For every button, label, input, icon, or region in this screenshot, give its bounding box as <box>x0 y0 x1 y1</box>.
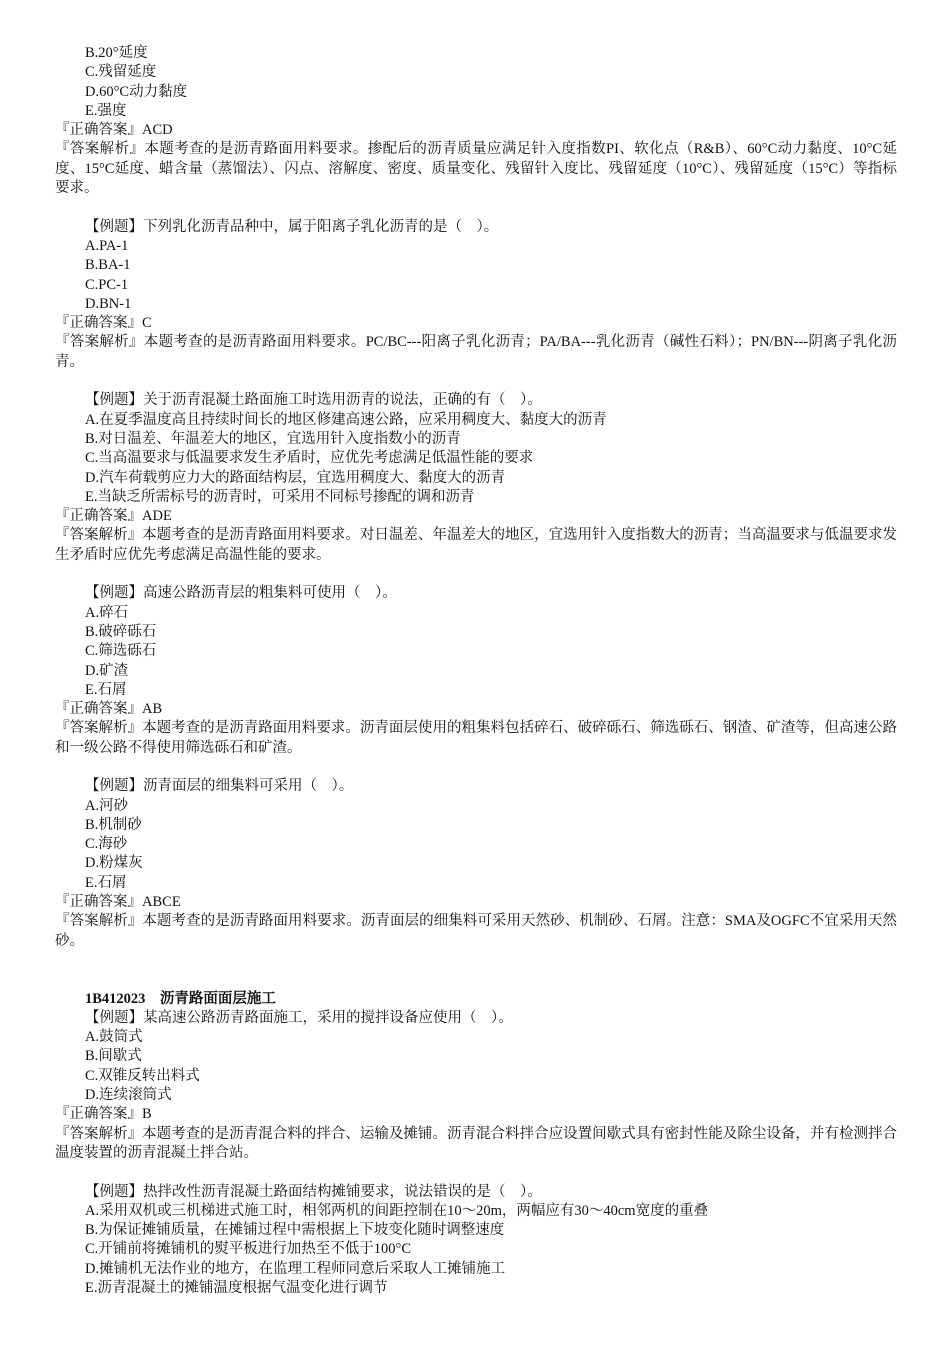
spacer <box>55 198 897 217</box>
question-text: 【例题】沥青面层的细集料可采用（ ）。 <box>85 778 354 795</box>
correct-answer: 『正确答案』ACD <box>55 122 173 139</box>
correct-answer: 『正确答案』ABCE <box>55 894 181 911</box>
option-e: E.当缺乏所需标号的沥青时，可采用不同标号掺配的调和沥青 <box>85 488 475 505</box>
option-d: D.摊铺机无法作业的地方，在监理工程师同意后采取人工摊铺施工 <box>85 1260 506 1277</box>
answer-analysis: 『答案解析』本题考查的是沥青混合料的拌合、运输及摊铺。沥青混合料拌合应设置间歇式具有密封性能及除尘设备，并有检测拌合温度装置的沥青混凝土拌合站。 <box>55 1125 897 1161</box>
question-block-5 <box>55 1009 897 1163</box>
correct-answer: 『正确答案』ADE <box>55 508 172 525</box>
option-d: D.汽车荷载剪应力大的路面结构层，宜选用稠度大、黏度大的沥青 <box>85 469 506 486</box>
question-block-1 <box>55 218 897 372</box>
option-b: B.机制砂 <box>85 816 142 833</box>
question-block-4 <box>55 777 897 951</box>
question-block-6 <box>55 1183 897 1299</box>
question-block-2 <box>55 391 897 565</box>
question-text: 【例题】关于沥青混凝土路面施工时选用沥青的说法，正确的有（ ）。 <box>85 392 542 409</box>
section-title: 1B412023 沥青路面面层施工 <box>85 990 276 1007</box>
spacer <box>55 565 897 584</box>
option-b: B.间歇式 <box>85 1048 142 1065</box>
answer-analysis: 『答案解析』本题考查的是沥青路面用料要求。掺配后的沥青质量应满足针入度指数PI、软化点（R&B）、60°C动力黏度、10°C延度、15°C延度、蜡含量（蒸馏法）、闪点、溶解度、密度、质量变化、残留针入度比、残留延度（10°C）、残留延度（15°C）等指标要求。 <box>55 141 897 197</box>
option-c: C.当高温要求与低温要求发生矛盾时，应优先考虑满足低温性能的要求 <box>85 450 534 467</box>
option-a: A.鼓筒式 <box>85 1029 143 1046</box>
intro-block <box>55 44 897 198</box>
answer-analysis: 『答案解析』本题考查的是沥青路面用料要求。沥青面层使用的粗集料包括碎石、破碎砾石、筛选砾石、钢渣、矿渣等，但高速公路和一级公路不得使用筛选砾石和矿渣。 <box>55 720 897 756</box>
option-b: B.为保证摊铺质量，在摊铺过程中需根据上下坡变化随时调整速度 <box>85 1222 505 1239</box>
question-text: 【例题】高速公路沥青层的粗集料可使用（ ）。 <box>85 585 397 602</box>
option-c: C.双锥反转出料式 <box>85 1067 200 1084</box>
option-c: C.开铺前将摊铺机的熨平板进行加热至不低于100°C <box>85 1241 412 1258</box>
answer-analysis: 『答案解析』本题考查的是沥青路面用料要求。PC/BC---阳离子乳化沥青；PA/BA---乳化沥青（碱性石料）；PN/BN---阴离子乳化沥青。 <box>55 334 897 370</box>
question-text: 【例题】热拌改性沥青混凝土路面结构摊铺要求，说法错误的是（ ）。 <box>85 1183 542 1200</box>
option-b: B.BA-1 <box>85 257 131 274</box>
correct-answer: 『正确答案』B <box>55 1106 152 1123</box>
question-text: 【例题】某高速公路沥青路面施工，采用的搅拌设备应使用（ ）。 <box>85 1009 513 1026</box>
option-d: D.矿渣 <box>85 662 129 679</box>
option-e: E.沥青混凝土的摊铺温度根据气温变化进行调节 <box>85 1280 388 1296</box>
option-c: C.海砂 <box>85 836 128 853</box>
option-e: E.石屑 <box>85 681 127 698</box>
option-b: B.破碎砾石 <box>85 623 157 640</box>
option-a: A.河砂 <box>85 797 129 814</box>
option-a: A.碎石 <box>85 604 129 621</box>
option-a: A.PA-1 <box>85 237 129 254</box>
option-d: D.60°C动力黏度 <box>85 83 188 100</box>
spacer <box>55 758 897 777</box>
option-a: A.采用双机或三机梯进式施工时，相邻两机的间距控制在10～20m，两幅应有30～40cm宽度的重叠 <box>85 1202 709 1219</box>
question-block-3 <box>55 584 897 758</box>
option-d: D.连续滚筒式 <box>85 1087 172 1104</box>
spacer <box>55 951 897 990</box>
answer-analysis: 『答案解析』本题考查的是沥青路面用料要求。对日温差、年温差大的地区，宜选用针入度指数大的沥青；当高温要求与低温要求发生矛盾时应优先考虑满足高温性能的要求。 <box>55 527 897 563</box>
option-b: B.对日温差、年温差大的地区，宜选用针入度指数小的沥青 <box>85 430 461 447</box>
spacer <box>55 1163 897 1182</box>
option-e: E.强度 <box>85 102 127 119</box>
correct-answer: 『正确答案』AB <box>55 701 163 718</box>
question-text: 【例题】下列乳化沥青品种中，属于阳离子乳化沥青的是（ ）。 <box>85 218 499 235</box>
option-c: C.残留延度 <box>85 64 157 81</box>
spacer <box>55 372 897 391</box>
document-page <box>55 44 897 1298</box>
option-a: A.在夏季温度高且持续时间长的地区修建高速公路，应采用稠度大、黏度大的沥青 <box>85 411 607 428</box>
option-c: C.PC-1 <box>85 276 129 293</box>
option-d: D.粉煤灰 <box>85 855 143 872</box>
option-b: B.20°延度 <box>85 45 148 61</box>
option-e: E.石屑 <box>85 874 127 891</box>
answer-analysis: 『答案解析』本题考查的是沥青路面用料要求。沥青面层的细集料可采用天然砂、机制砂、石屑。注意：SMA及OGFC不宜采用天然砂。 <box>55 913 897 949</box>
option-d: D.BN-1 <box>85 295 132 312</box>
option-c: C.筛选砾石 <box>85 643 157 660</box>
correct-answer: 『正确答案』C <box>55 315 152 332</box>
